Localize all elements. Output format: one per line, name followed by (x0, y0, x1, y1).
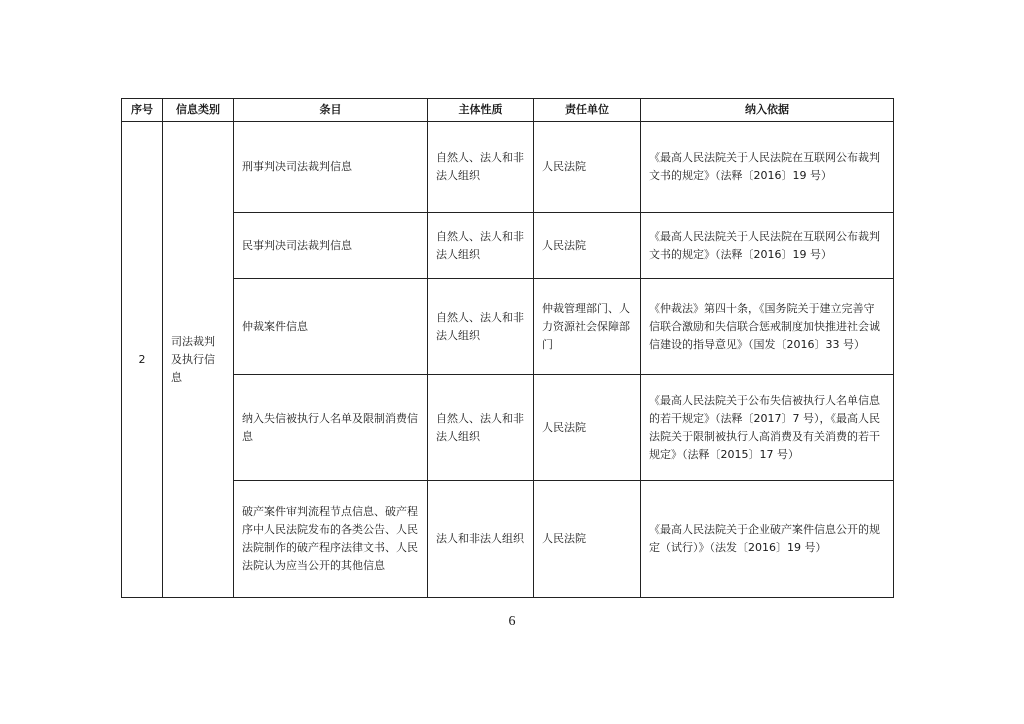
page-number: 6 (508, 614, 516, 629)
header-row (122, 99, 894, 122)
nature-cell: 自然人、法人和非法人组织 (428, 375, 534, 481)
table-row (122, 213, 894, 279)
serial-cell: 2 (122, 122, 163, 598)
header-serial: 序号 (122, 99, 163, 122)
unit-cell: 人民法院 (534, 375, 641, 481)
unit-cell: 仲裁管理部门、人力资源社会保障部门 (534, 279, 641, 375)
category-cell: 司法裁判及执行信息 (163, 122, 234, 598)
basis-cell: 《最高人民法院关于公布失信被执行人名单信息的若干规定》（法释〔2017〕7 号），《最高人民法院关于限制被执行人高消费及有关消费的若干规定》（法释〔2015〕17 号） (641, 375, 894, 481)
item-cell: 纳入失信被执行人名单及限制消费信息 (234, 375, 428, 481)
table-row (122, 279, 894, 375)
unit-cell: 人民法院 (534, 213, 641, 279)
item-cell: 刑事判决司法裁判信息 (234, 122, 428, 213)
item-cell: 破产案件审判流程节点信息、破产程序中人民法院发布的各类公告、人民法院制作的破产程序法律文书、人民法院认为应当公开的其他信息 (234, 481, 428, 598)
nature-cell: 法人和非法人组织 (428, 481, 534, 598)
basis-cell: 《最高人民法院关于企业破产案件信息公开的规定（试行）》（法发〔2016〕19 号） (641, 481, 894, 598)
credit-info-table (121, 98, 894, 598)
table-row (122, 481, 894, 598)
basis-cell: 《最高人民法院关于人民法院在互联网公布裁判文书的规定》（法释〔2016〕19 号） (641, 213, 894, 279)
header-nature: 主体性质 (428, 99, 534, 122)
nature-cell: 自然人、法人和非法人组织 (428, 279, 534, 375)
basis-cell: 《仲裁法》第四十条，《国务院关于建立完善守信联合激励和失信联合惩戒制度加快推进社会诚信建设的指导意见》（国发〔2016〕33 号） (641, 279, 894, 375)
nature-cell: 自然人、法人和非法人组织 (428, 213, 534, 279)
item-cell: 民事判决司法裁判信息 (234, 213, 428, 279)
table-row (122, 122, 894, 213)
nature-cell: 自然人、法人和非法人组织 (428, 122, 534, 213)
table-row (122, 375, 894, 481)
unit-cell: 人民法院 (534, 481, 641, 598)
unit-cell: 人民法院 (534, 122, 641, 213)
header-basis: 纳入依据 (641, 99, 894, 122)
header-category: 信息类别 (163, 99, 234, 122)
header-unit: 责任单位 (534, 99, 641, 122)
item-cell: 仲裁案件信息 (234, 279, 428, 375)
basis-cell: 《最高人民法院关于人民法院在互联网公布裁判文书的规定》（法释〔2016〕19 号） (641, 122, 894, 213)
header-item: 条目 (234, 99, 428, 122)
